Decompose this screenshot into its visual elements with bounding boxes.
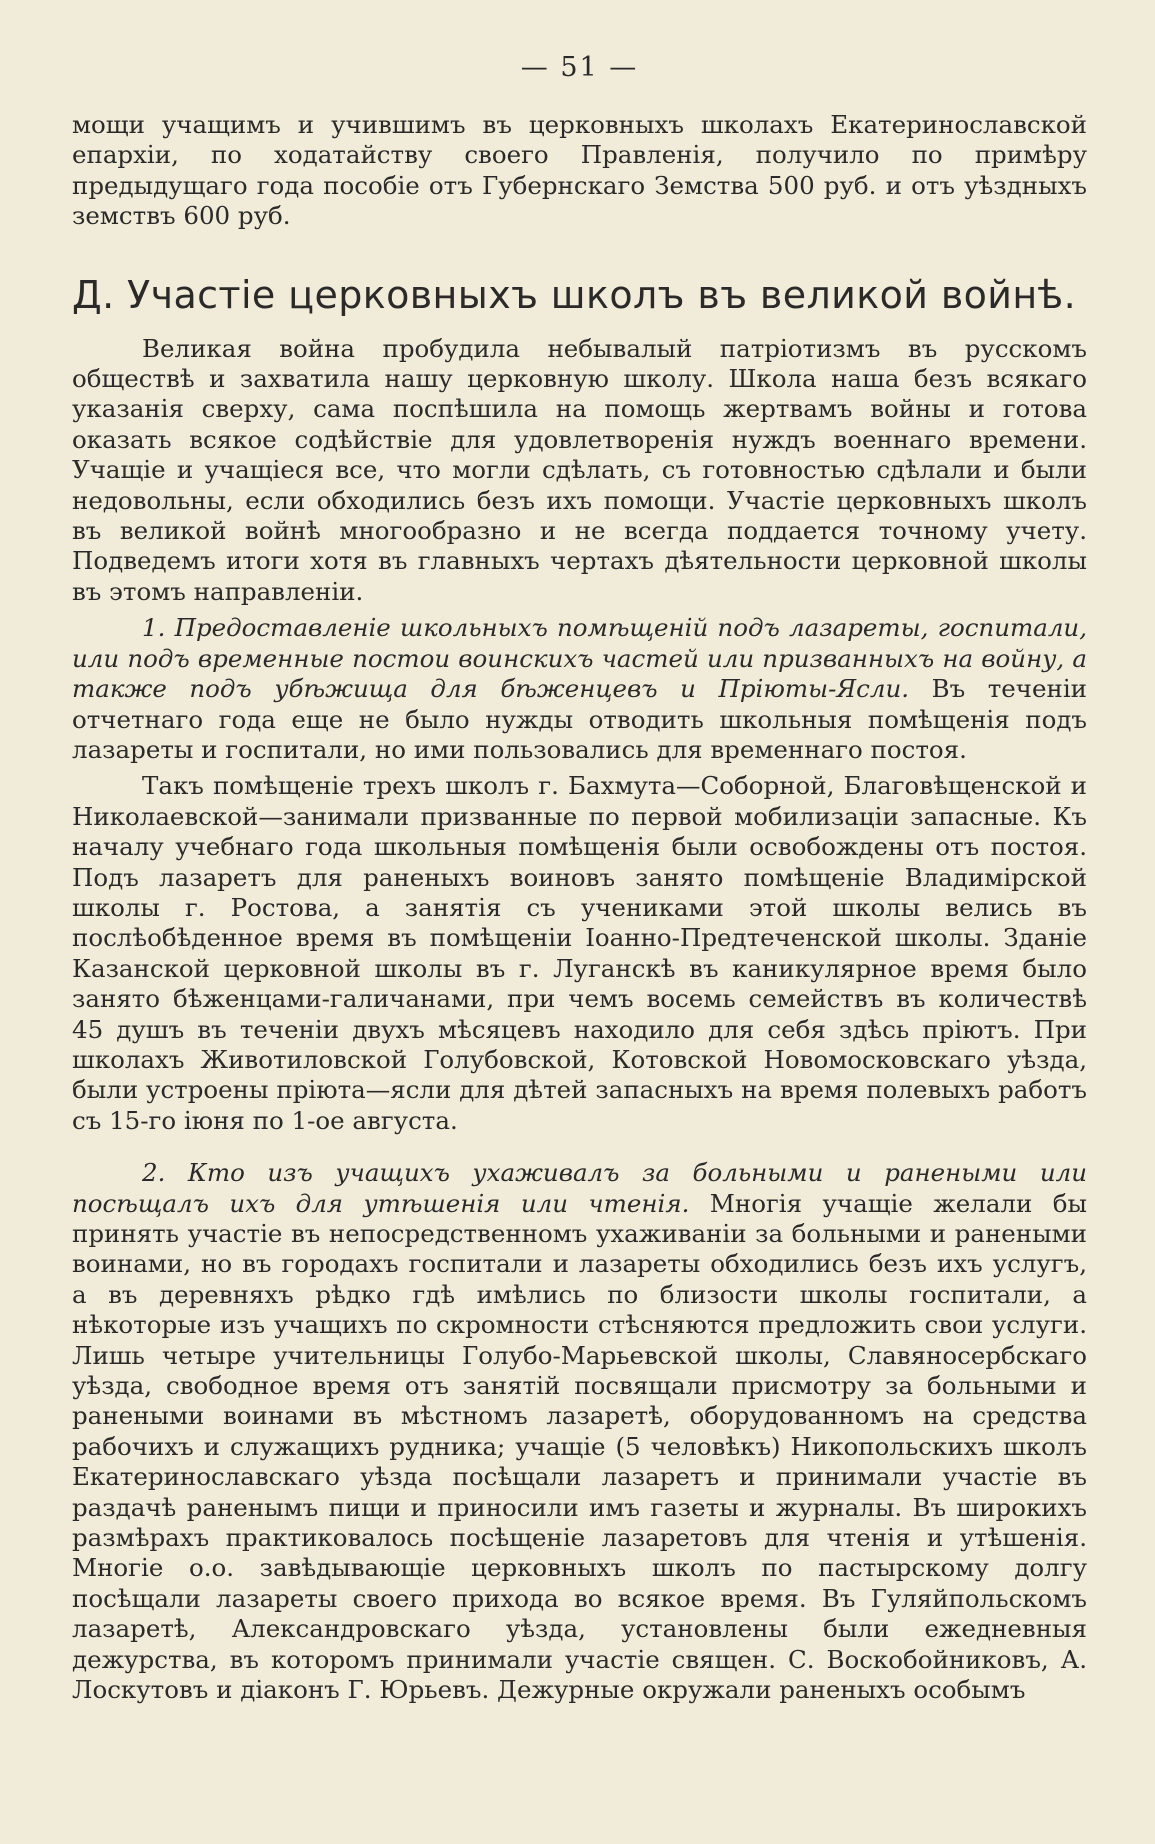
paragraph-care-text: Многія учащіе желали бы принять участіе въ непосредственномъ ухаживаніи за больными и ранеными воинами, но въ городахъ госпитали и лазареты обходились безъ ихъ услугъ, а въ деревняхъ рѣдко гдѣ имѣлись по близости школы госпитали, а нѣкоторые изъ учащихъ по скромности стѣсняются предложить свои услуги. Лишь четыре учительницы Голубо-Марьевской школы, Славяносербскаго уѣзда, свободное время отъ занятій посвящали присмотру за больными и ранеными воинами въ мѣстномъ лазаретѣ, оборудованномъ на средства рабочихъ и служащихъ рудника; учащіе (5 человѣкъ) Никопольскихъ школъ Екатеринославскаго уѣзда посѣщали лазаретъ и принимали участіе въ раздачѣ раненымъ пищи и приносили имъ газеты и журналы. Въ широкихъ размѣрахъ практиковалось посѣщеніе лазаретовъ для чтенія и утѣшенія. Многіе о.о. завѣдывающіе церковныхъ школъ по пастырскому долгу посѣщали лазареты своего прихода во всякое время. Въ Гуляйпольскомъ лазаретѣ, Александровскаго уѣзда, установлены были ежедневныя дежурства, въ которомъ принимали участіе священ. С. Воскобойниковъ, А. Лоскутовъ и діаконъ Г. Юрьевъ. Дежурные окружали раненыхъ особымъ	[72, 1188, 1087, 1705]
paragraph-school-premises	[72, 613, 1087, 765]
paragraph-great-war: Великая война пробудила небывалый патріотизмъ въ русскомъ обществѣ и захватила нашу церковную школу. Школа наша безъ всякаго указанія сверху, сама поспѣшила на помощь жертвамъ войны и готова оказать всякое содѣйствіе для удовлетворенія нуждъ военнаго времени. Учащіе и учащіеся все, что могли сдѣлать, съ готовностью сдѣлали и были недовольны, если обходились безъ ихъ помощи. Участіе церковныхъ школъ въ великой войнѣ многообразно и не всегда поддается точному учету. Подведемъ итоги хотя въ главныхъ чертахъ дѣятельности церковной школы въ этомъ направленіи.	[72, 333, 1087, 606]
paragraph-continuation: мощи учащимъ и учившимъ въ церковныхъ школахъ Екатеринославской епархіи, по ходатайству своего Правленія, получило по примѣру предыдущаго года пособіе отъ Губернскаго Земства 500 руб. и отъ уѣздныхъ земствъ 600 руб.	[72, 110, 1087, 231]
paragraph-premises-text: Въ теченіи отчетнаго года еще не было нужды отводить школьныя помѣщенія подъ лазареты и госпитали, но ими пользовались для временнаго постоя.	[72, 674, 1087, 764]
section-heading: Д. Участіе церковныхъ школъ въ великой войнѣ.	[72, 272, 1077, 317]
paragraph-bakhmut-schools: Такъ помѣщеніе трехъ школъ г. Бахмута—Соборной, Благовѣщенской и Николаевской—занимали призванные по первой мобилизаціи запасные. Къ началу учебнаго года школьныя помѣщенія были освобождены отъ постоя. Подъ лазаретъ для раненыхъ воиновъ занято помѣщеніе Владимірской школы г. Ростова, а занятія съ учениками этой школы велись въ послѣобѣденное время въ помѣщеніи Іоанно-Предтеченской школы. Зданіе Казанской церковной школы въ г. Луганскѣ въ каникулярное время было занято бѣженцами-галичанами, при чемъ восемь семействъ въ количествѣ 45 душъ въ теченіи двухъ мѣсяцевъ находило для себя здѣсь пріютъ. При школахъ Животиловской Голубовской, Котовской Новомосковскаго уѣзда, были устроены пріюта—ясли для дѣтей запасныхъ на время полевыхъ работъ съ 15-го іюня по 1-ое августа.	[72, 771, 1087, 1135]
page-number: — 51 —	[520, 52, 639, 83]
paragraph-care-wounded	[72, 1158, 1087, 1705]
subsection-title-care: 2. Кто изъ учащихъ ухаживалъ за больными и ранеными или посѣщалъ ихъ для утѣшенія или чтенія.	[72, 1158, 1087, 1218]
subsection-title-premises: 1. Предоставленіе школьныхъ помѣщеній подъ лазареты, госпитали, или подъ временные постои воинскихъ частей или призванныхъ на войну, а также подъ убѣжища для бѣженцевъ и Пріюты-Ясли.	[72, 613, 1087, 704]
